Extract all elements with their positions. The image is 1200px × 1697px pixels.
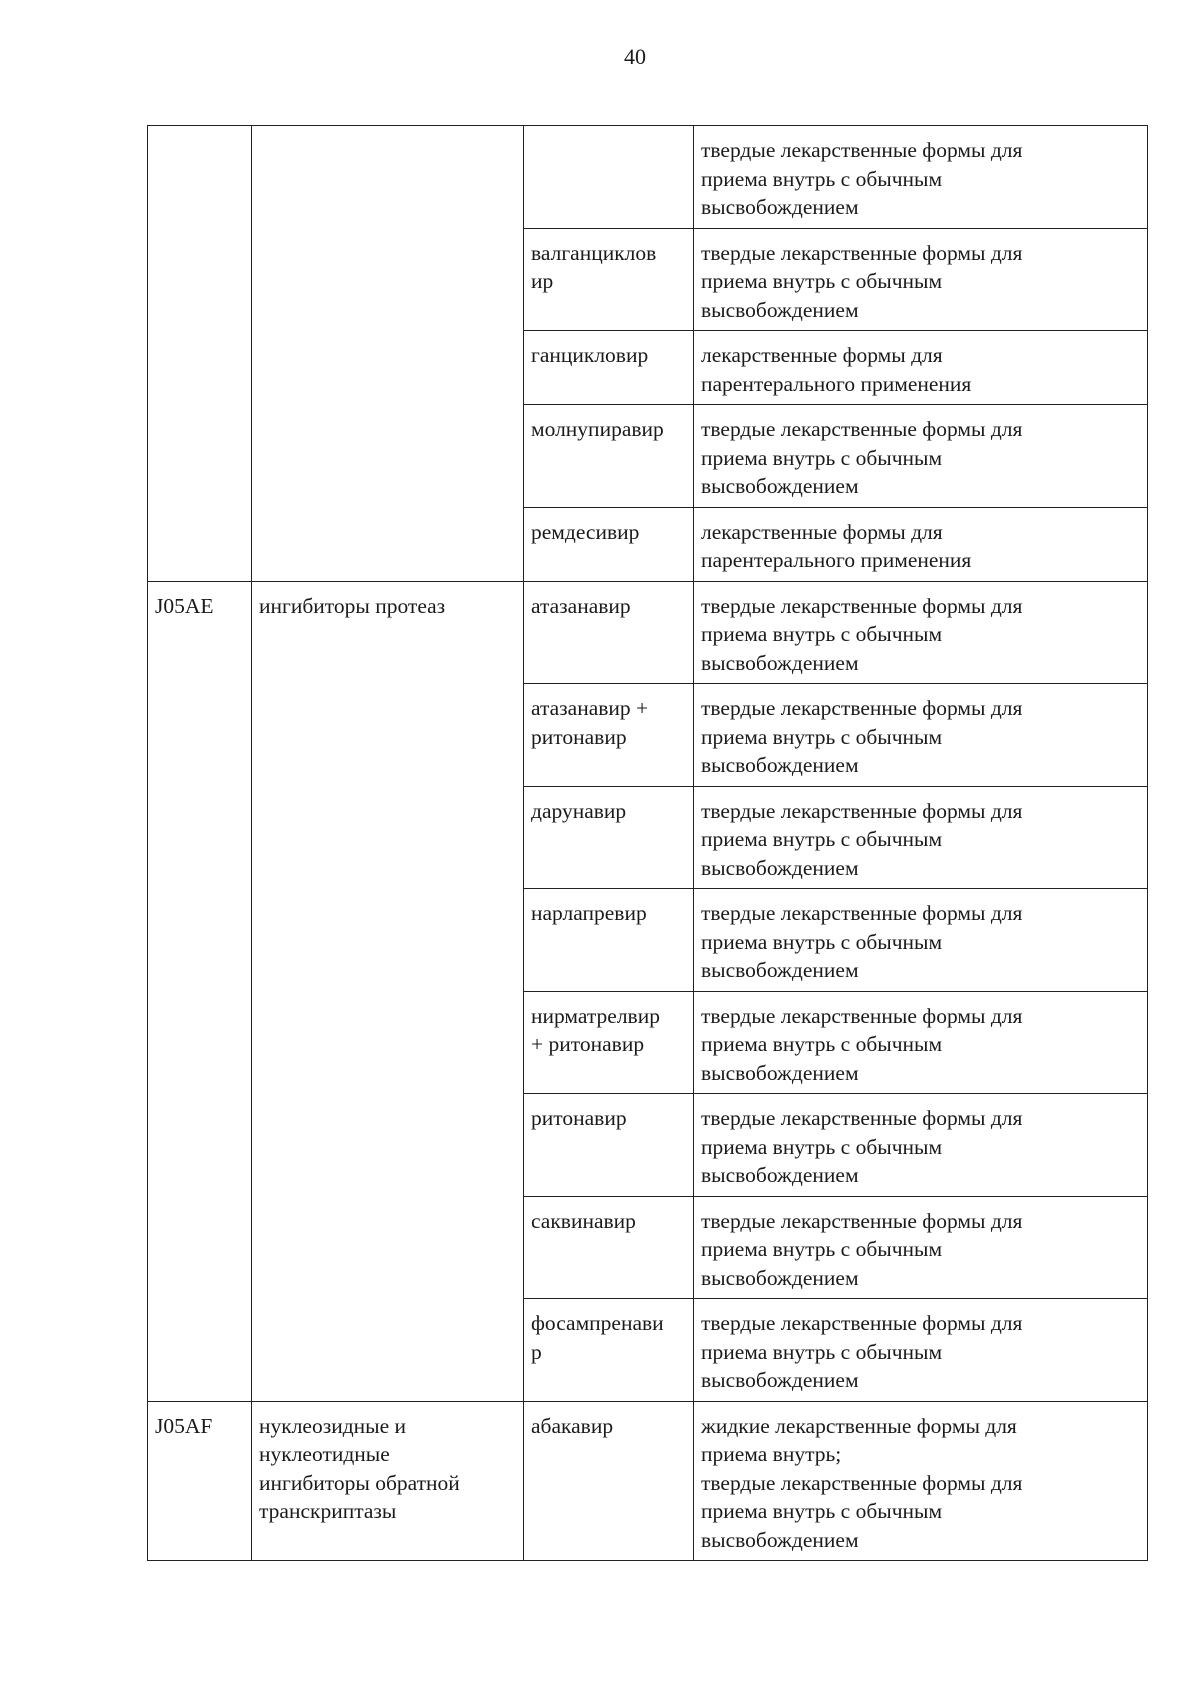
dosage-form-cell: твердые лекарственные формы для приема внутрь с обычным высвобождением xyxy=(694,991,1148,1094)
drug-name-cell: дарунавир xyxy=(524,786,694,889)
drug-name-cell: молнупиравир xyxy=(524,405,694,508)
pharmacological-group-cell xyxy=(252,126,524,582)
dosage-form-cell: твердые лекарственные формы для приема внутрь с обычным высвобождением xyxy=(694,1196,1148,1299)
dosage-form-cell: твердые лекарственные формы для приема внутрь с обычным высвобождением xyxy=(694,126,1148,229)
drug-name-cell xyxy=(524,126,694,229)
pharmacological-group-cell: ингибиторы протеаз xyxy=(252,581,524,1401)
dosage-form-cell: твердые лекарственные формы для приема внутрь с обычным высвобождением xyxy=(694,1299,1148,1402)
drug-name-cell: атазанавир xyxy=(524,581,694,684)
drug-name-cell: валганциклов ир xyxy=(524,228,694,331)
pharmacological-group-cell: нуклеозидные и нуклеотидные ингибиторы обратной транскриптазы xyxy=(252,1401,524,1561)
drug-name-cell: ремдесивир xyxy=(524,507,694,581)
dosage-form-cell: лекарственные формы для парентерального применения xyxy=(694,507,1148,581)
drug-name-cell: ганцикловир xyxy=(524,331,694,405)
dosage-form-cell: лекарственные формы для парентерального применения xyxy=(694,331,1148,405)
table-row xyxy=(148,126,1148,229)
table-row xyxy=(148,1401,1148,1561)
atc-code-cell xyxy=(148,126,252,582)
dosage-form-cell: твердые лекарственные формы для приема внутрь с обычным высвобождением xyxy=(694,786,1148,889)
dosage-form-cell: твердые лекарственные формы для приема внутрь с обычным высвобождением xyxy=(694,1094,1148,1197)
dosage-form-cell: твердые лекарственные формы для приема внутрь с обычным высвобождением xyxy=(694,684,1148,787)
dosage-form-cell: твердые лекарственные формы для приема внутрь с обычным высвобождением xyxy=(694,889,1148,992)
dosage-form-cell: твердые лекарственные формы для приема внутрь с обычным высвобождением xyxy=(694,228,1148,331)
dosage-form-cell: твердые лекарственные формы для приема внутрь с обычным высвобождением xyxy=(694,405,1148,508)
dosage-form-cell: жидкие лекарственные формы для приема внутрь; твердые лекарственные формы для приема внутрь с обычным высвобождением xyxy=(694,1401,1148,1561)
drug-name-cell: фосампренави р xyxy=(524,1299,694,1402)
drug-table xyxy=(147,125,1148,1561)
drug-name-cell: саквинавир xyxy=(524,1196,694,1299)
drug-name-cell: атазанавир + ритонавир xyxy=(524,684,694,787)
atc-code-cell: J05AF xyxy=(148,1401,252,1561)
page-number: 40 xyxy=(624,44,646,69)
drug-name-cell: ритонавир xyxy=(524,1094,694,1197)
table-row xyxy=(148,581,1148,684)
drug-name-cell: абакавир xyxy=(524,1401,694,1561)
drug-name-cell: нирматрелвир + ритонавир xyxy=(524,991,694,1094)
dosage-form-cell: твердые лекарственные формы для приема внутрь с обычным высвобождением xyxy=(694,581,1148,684)
drug-name-cell: нарлапревир xyxy=(524,889,694,992)
atc-code-cell: J05AE xyxy=(148,581,252,1401)
